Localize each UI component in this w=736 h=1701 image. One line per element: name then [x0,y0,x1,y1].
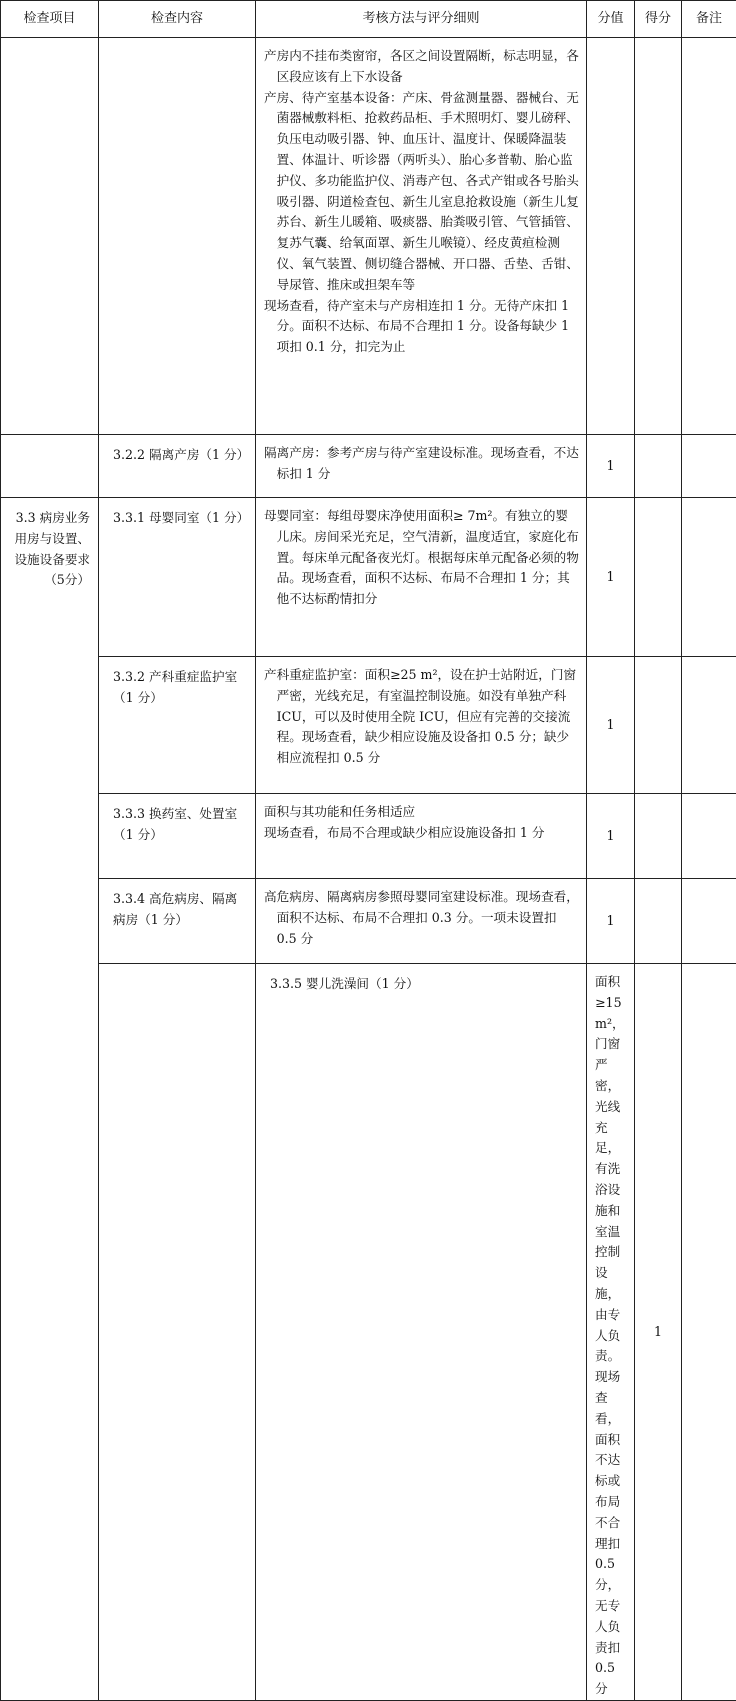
item-cell [1,435,99,498]
content-cell: 3.3.4 高危病房、隔离病房（1 分） [99,879,256,964]
remark-cell [682,657,736,794]
method-line: 隔离产房：参考产房与待产室建设标准。现场查看，不达标扣 1 分 [264,443,580,485]
got-cell [635,657,682,794]
item-cell: 3.3 病房业务用房与设置、设施设备要求（5分） [1,498,99,1701]
content-cell: 3.3.1 母婴同室（1 分） [99,498,256,657]
table-row [1,38,736,435]
method-cell [256,435,587,498]
table-row [1,498,736,657]
method-line: 面积与其功能和任务相适应 [264,802,580,823]
method-cell [256,657,587,794]
got-cell [635,435,682,498]
method-line: 高危病房、隔离病房参照母婴同室建设标准。现场查看，面积不达标、布局不合理扣 0.3 分。一项未设置扣 0.5 分 [264,887,580,949]
remark-cell [682,794,736,879]
content-cell [99,38,256,435]
score-cell: 1 [635,964,682,1701]
score-cell: 1 [587,498,635,657]
method-line: 面积≥15 m²，门窗严密，光线充足，有洗浴设施和室温控制设施，由专人负责。现场查看，面积不达标或布局不合理扣 0.5 分，无专人负责扣 0.5 分 [595,972,628,1700]
method-line: 产房、待产室基本设备：产床、骨盆测量器、器械台、无菌器械敷料柜、抢救药品柜、手术照明灯、婴儿磅秤、负压电动吸引器、钟、血压计、温度计、保暖降温装置、体温计、听诊器（两听头）、胎心多普勒、胎心监护仪、多功能监护仪、消毒产包、各式产钳或各号胎头吸引器、阴道检查包、新生儿室息抢救设施（新生儿复苏台、新生儿暖箱、吸痰器、胎粪吸引管、气管插管、复苏气囊、给氧面罩、新生儿喉镜）、经皮黄疸检测仪、氧气装置、侧切缝合器械、开口器、舌垫、舌钳、导尿管、推床或担架车等 [264,88,580,296]
content-cell: 3.3.5 婴儿洗澡间（1 分） [256,964,587,1701]
remark-cell [682,879,736,964]
method-cell [587,964,635,1701]
score-cell: 1 [587,794,635,879]
table-row [1,879,736,964]
method-cell [256,38,587,435]
header-content: 检查内容 [99,1,256,38]
header-item: 检查项目 [1,1,99,38]
item-cell [1,38,99,435]
remark-cell [682,435,736,498]
table-row [1,435,736,498]
method-line: 现场查看，待产室未与产房相连扣 1 分。无待产床扣 1 分。面积不达标、布局不合理扣 1 分。设备每缺少 1 项扣 0.1 分，扣完为止 [264,296,580,358]
method-line: 现场查看，布局不合理或缺少相应设施设备扣 1 分 [264,823,580,844]
got-cell [635,794,682,879]
remark-cell [682,38,736,435]
method-cell [256,879,587,964]
content-cell: 3.2.2 隔离产房（1 分） [99,435,256,498]
header-row [1,1,736,38]
score-cell: 1 [587,657,635,794]
table-row [1,657,736,794]
content-cell: 3.3.2 产科重症监护室（1 分） [99,657,256,794]
method-cell [256,498,587,657]
method-line: 产科重症监护室：面积≥25 m²，设在护士站附近，门窗严密，光线充足，有室温控制设施。如没有单独产科 ICU，可以及时使用全院 ICU，但应有完善的交接流程。现场查看，缺少相应设施及设备扣 0.5 分；缺少相应流程扣 0.5 分 [264,665,580,769]
method-cell [256,794,587,879]
score-cell: 1 [587,879,635,964]
got-cell [635,879,682,964]
header-method: 考核方法与评分细则 [256,1,587,38]
header-remark: 备注 [682,1,736,38]
table-row [1,964,736,1701]
score-cell [587,38,635,435]
got-cell [635,38,682,435]
item-cell [99,964,256,1701]
remark-cell [682,498,736,657]
method-line: 母婴同室：每组母婴床净使用面积≥ 7m²。有独立的婴儿床。房间采光充足，空气清新，温度适宜，家庭化布置。每床单元配备夜光灯。根据每床单元配备必须的物品。现场查看，面积不达标、布局不合理扣 1 分；其他不达标酌情扣分 [264,506,580,610]
method-line: 产房内不挂布类窗帘，各区之间设置隔断，标志明显，各区段应该有上下水设备 [264,46,580,88]
table-row [1,794,736,879]
header-got: 得分 [635,1,682,38]
got-cell [635,498,682,657]
got-cell [682,964,736,1701]
header-score: 分值 [587,1,635,38]
content-cell: 3.3.3 换药室、处置室（1 分） [99,794,256,879]
score-cell: 1 [587,435,635,498]
